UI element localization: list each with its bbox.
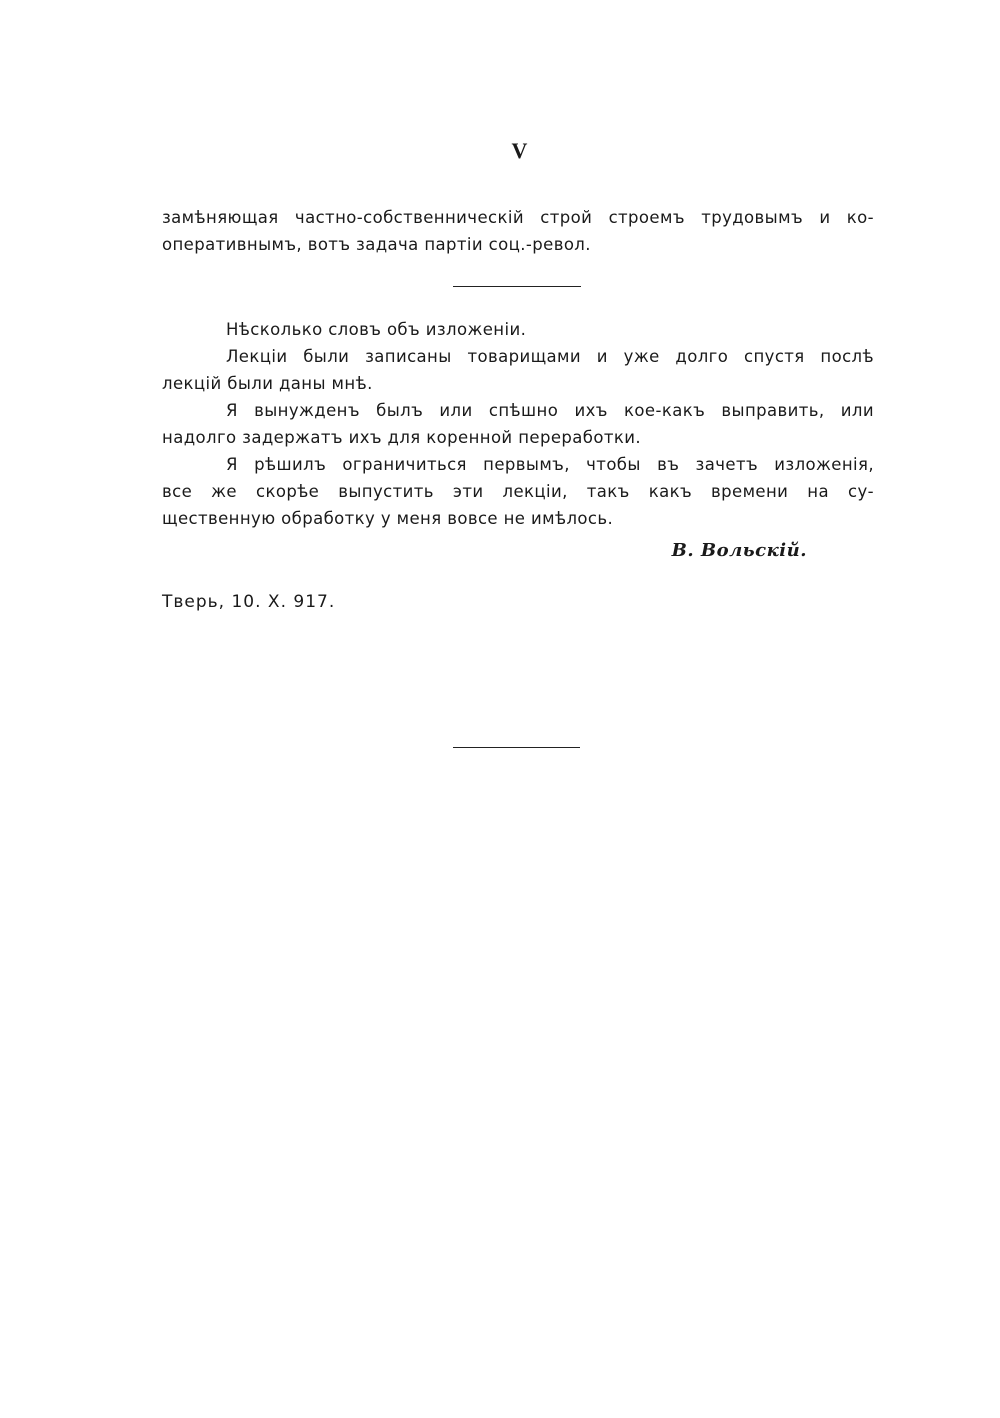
page-number: V [511, 138, 529, 163]
text-line: Лекціи были записаны товарищами и уже долго спустя послѣ [226, 347, 874, 366]
continuation-paragraph [162, 204, 874, 258]
text-line: надолго задержатъ ихъ для коренной переработки. [162, 428, 641, 447]
place-and-date: Тверь, 10. X. 917. [162, 592, 336, 612]
closing-divider [453, 747, 580, 748]
text-line: Я рѣшилъ ограничиться первымъ, чтобы въ зачетъ изложенія, [226, 455, 874, 474]
text-line: оперативнымъ, вотъ задача партіи соц.-револ. [162, 235, 591, 254]
section-divider [453, 286, 581, 287]
author-signature: В. Вольскій. [671, 540, 807, 561]
text-line: щественную обработку у меня вовсе не имѣлось. [162, 509, 614, 528]
note-heading: Нѣсколько словъ объ изложеніи. [226, 320, 527, 339]
text-line: лекцій были даны мнѣ. [162, 374, 373, 393]
text-line: все же скорѣе выпустить эти лекціи, такъ какъ времени на су- [162, 482, 874, 501]
text-line: Я вынужденъ былъ или спѣшно ихъ кое-какъ выправить, или [226, 401, 874, 420]
author-note [162, 316, 874, 532]
text-line: замѣняющая частно-собственническій строй строемъ трудовымъ и ко- [162, 208, 874, 227]
